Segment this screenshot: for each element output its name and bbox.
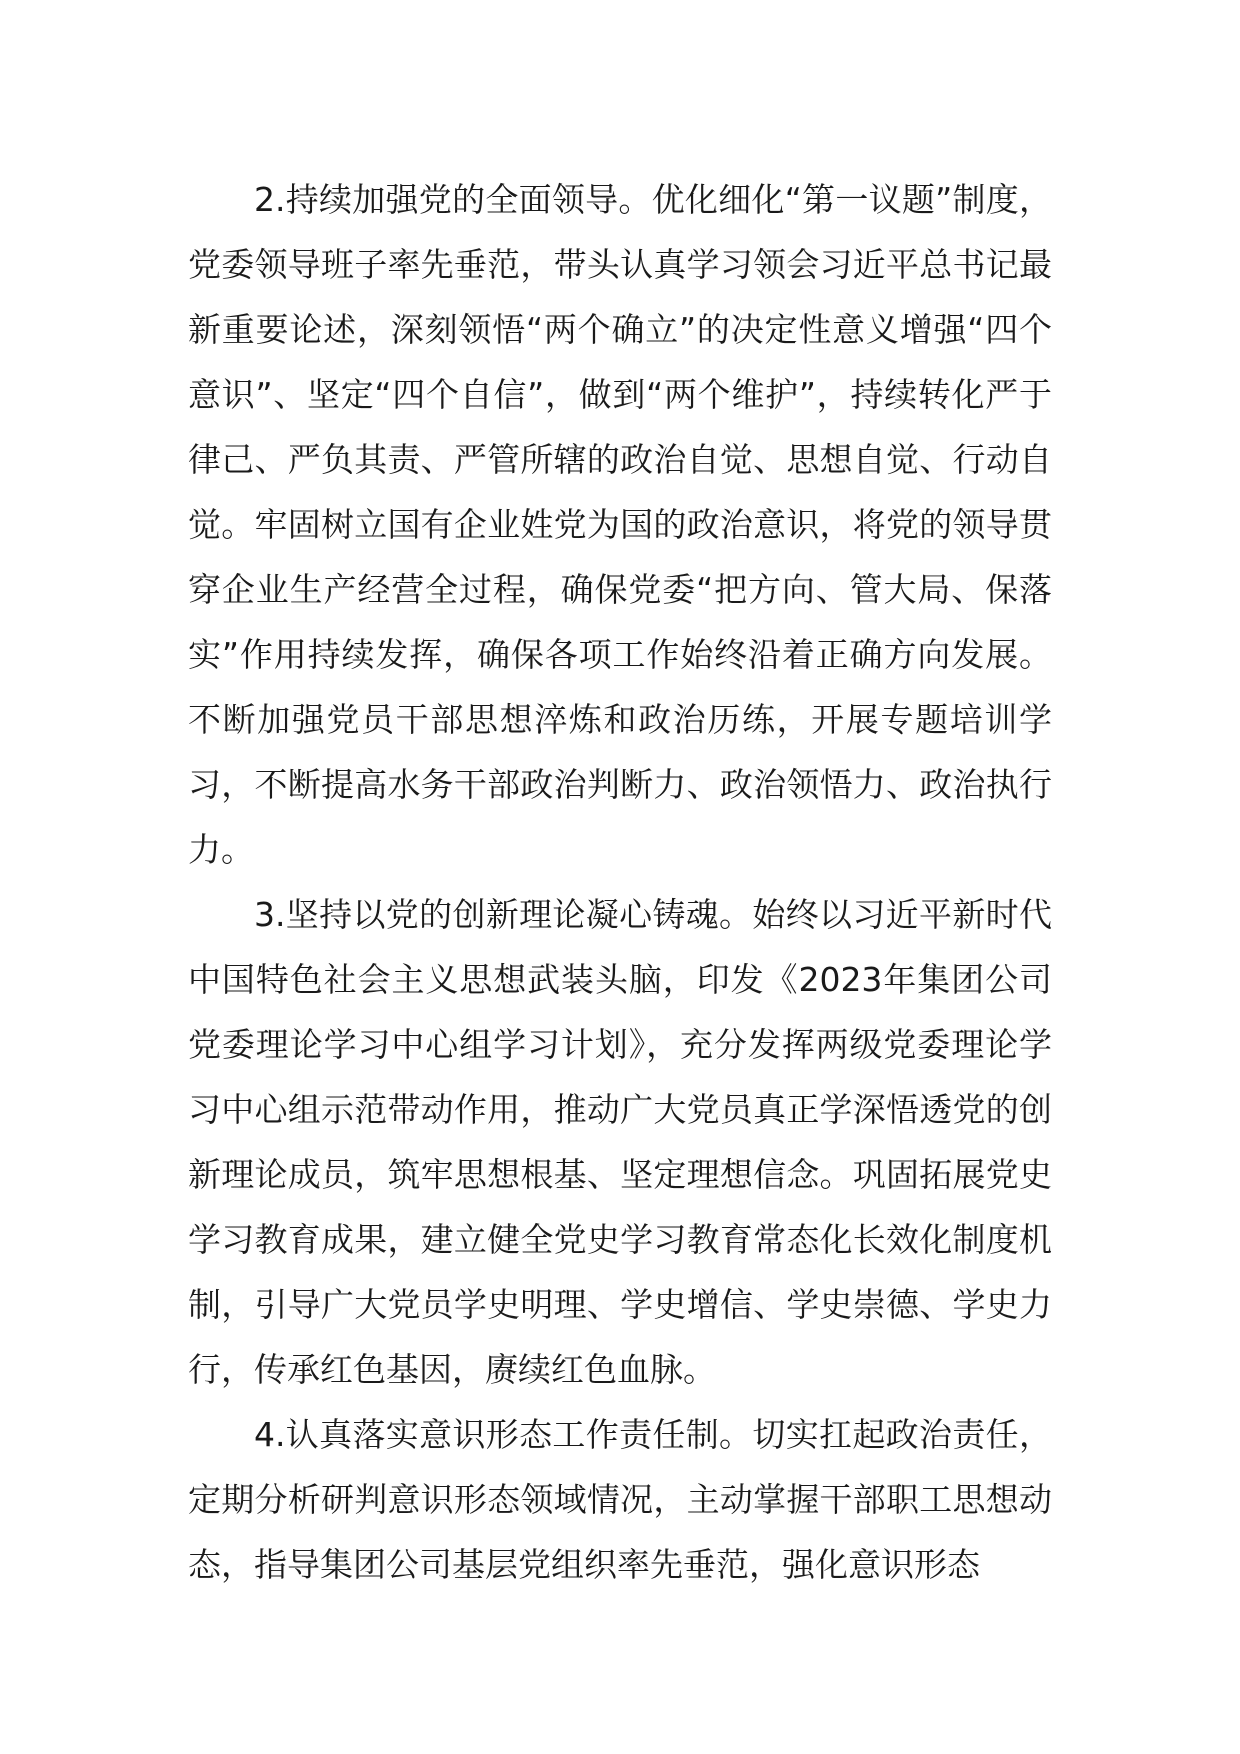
paragraph-2: 2.持续加强党的全面领导。优化细化“第一议题”制度，党委领导班子率先垂范，带头认真学习领会习近平总书记最新重要论述，深刻领悟“两个确立”的决定性意义增强“四个意识”、坚定“四个自信”，做到“两个维护”，持续转化严于律己、严负其责、严管所辖的政治自觉、思想自觉、行动自觉。牢固树立国有企业姓党为国的政治意识，将党的领导贯穿企业生产经营全过程，确保党委“把方向、管大局、保落实”作用持续发挥，确保各项工作始终沿着正确方向发展。不断加强党员干部思想淬炼和政治历练，开展专题培训学习，不断提高水务干部政治判断力、政治领悟力、政治执行力。 xyxy=(188,180,1052,869)
paragraph-4: 4.认真落实意识形态工作责任制。切实扛起政治责任，定期分析研判意识形态领域情况，主动掌握干部职工思想动态，指导集团公司基层党组织率先垂范，强化意识形态 xyxy=(188,1415,1052,1584)
paragraph-3: 3.坚持以党的创新理论凝心铸魂。始终以习近平新时代中国特色社会主义思想武装头脑，印发《2023年集团公司党委理论学习中心组学习计划》，充分发挥两级党委理论学习中心组示范带动作用，推动广大党员真正学深悟透党的创新理论成员，筑牢思想根基、坚定理想信念。巩固拓展党史学习教育成果，建立健全党史学习教育常态化长效化制度机制，引导广大党员学史明理、学史增信、学史崇德、学史力行，传承红色基因，赓续红色血脉。 xyxy=(188,895,1052,1389)
document-body xyxy=(188,167,1052,1597)
